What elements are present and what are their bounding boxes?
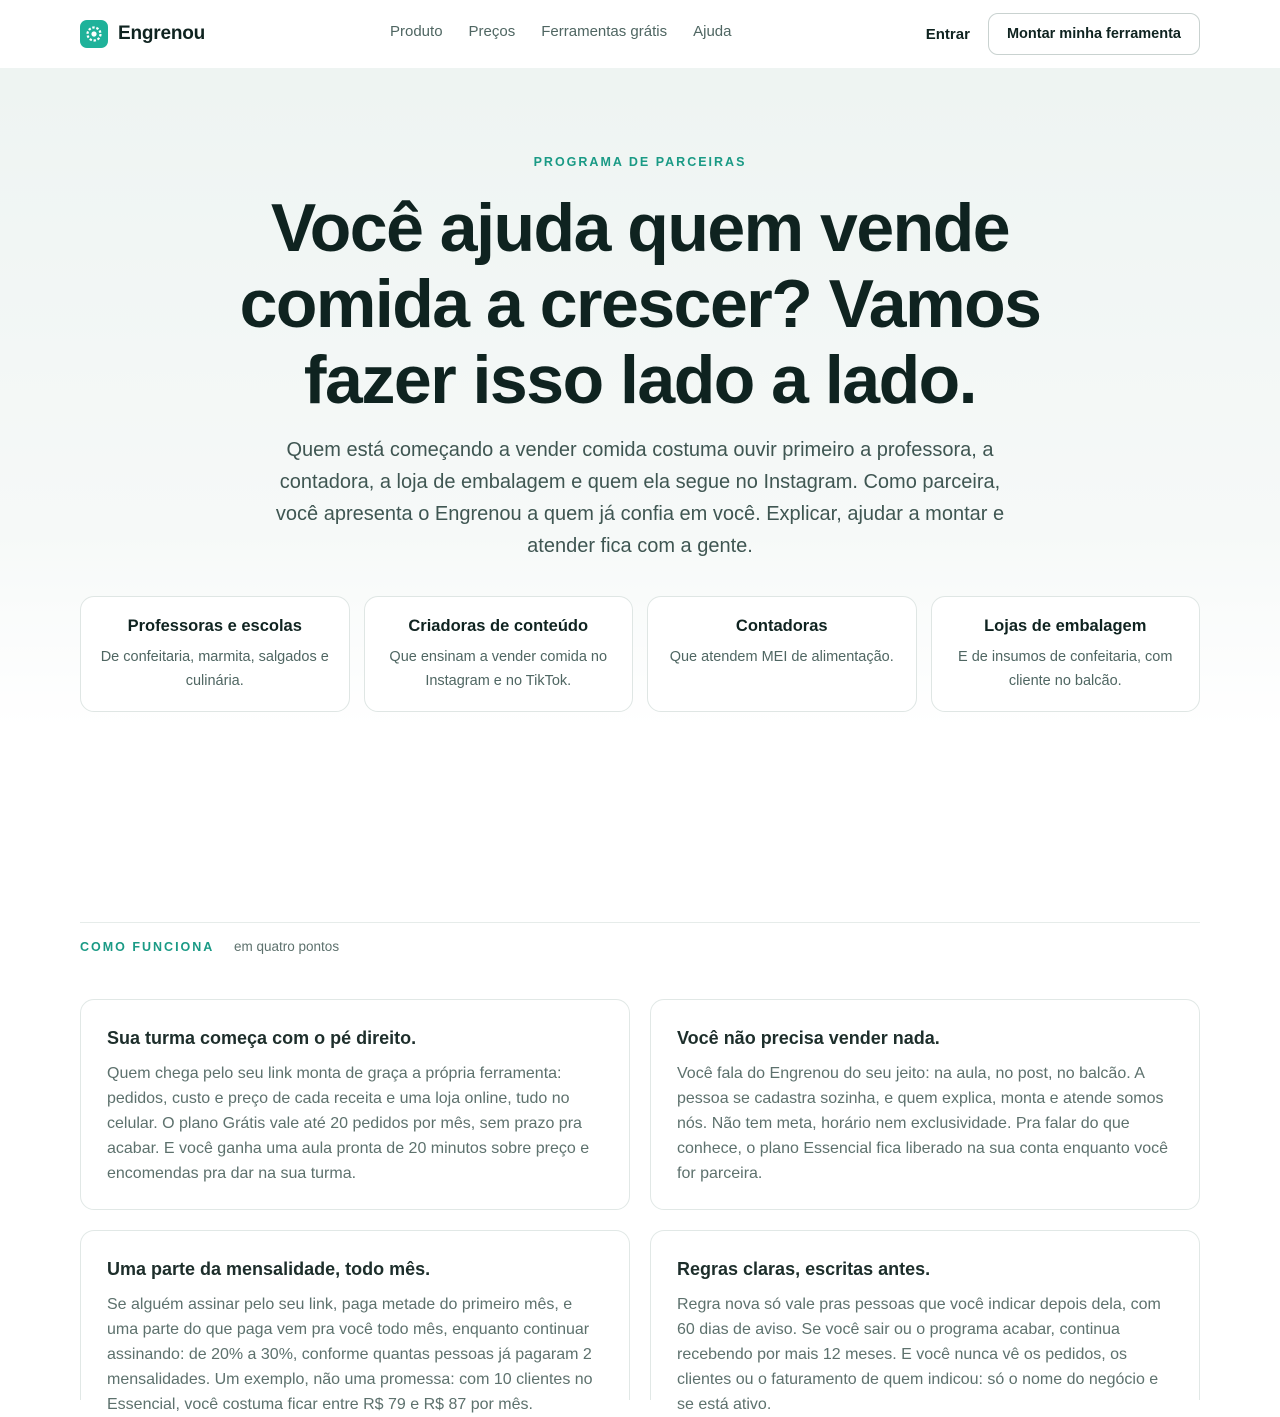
- audience-card: [931, 596, 1201, 712]
- audience-cards: [80, 596, 1200, 712]
- how-it-works-eyebrow: COMO FUNCIONA: [80, 940, 215, 954]
- hero-eyebrow: PROGRAMA DE PARCEIRAS: [533, 155, 747, 169]
- step-body: Se alguém assinar pelo seu link, paga metade do primeiro mês, e uma parte do que paga vem pra você todo mês, enquanto continuar assinando: de 20% a 30%, conforme quantas pessoas já pagaram 2 mensalidades. Um exemplo, não uma promessa: com 10 clientes no Essencial, você costuma ficar entre R$ 79 e R$ 87 por mês.: [107, 1296, 593, 1413]
- audience-title: Lojas de embalagem: [984, 617, 1147, 635]
- audience-title: Contadoras: [735, 617, 828, 635]
- step-body: Quem chega pelo seu link monta de graça a própria ferramenta: pedidos, custo e preço de cada receita e uma loja online, tudo no celular. O plano Grátis vale até 20 pedidos por mês, sem prazo pra acabar. E você ganha uma aula pronta de 20 minutos sobre preço e encomendas pra dar na sua turma.: [107, 1065, 590, 1182]
- step-body: Regra nova só vale pras pessoas que você indicar depois dela, com 60 dias de aviso. Se você sair ou o programa acabar, continua recebendo por mais 12 meses. E você nunca vê os pedidos, os clientes ou o faturamento de quem indicou: só o nome do negócio e se está ativo.: [677, 1296, 1161, 1413]
- nav-produto[interactable]: Produto: [390, 23, 443, 40]
- step-title: Regras claras, escritas antes.: [677, 1259, 931, 1279]
- gear-logo-icon: [80, 20, 108, 48]
- how-it-works-subtitle: em quatro pontos: [234, 939, 340, 954]
- audience-title: Criadoras de conteúdo: [408, 617, 589, 635]
- nav-precos[interactable]: Preços: [468, 23, 516, 40]
- main-nav: [390, 23, 731, 40]
- audience-card: [364, 596, 634, 712]
- audience-description: E de insumos de confeitaria, com cliente no balcão.: [958, 649, 1173, 689]
- login-link[interactable]: Entrar: [925, 25, 970, 43]
- nav-ajuda[interactable]: Ajuda: [693, 23, 732, 40]
- hero-section: [0, 68, 1280, 728]
- nav-ferramentas-gratis[interactable]: Ferramentas grátis: [541, 23, 668, 40]
- audience-description: De confeitaria, marmita, salgados e culinária.: [100, 649, 329, 689]
- step-body: Você fala do Engrenou do seu jeito: na aula, no post, no balcão. A pessoa se cadastra sozinha, e quem explica, monta e atende somos nós. Não tem meta, horário nem exclusividade. Pra falar do que conhece, o plano Essencial fica liberado na sua conta enquanto você for parceira.: [677, 1065, 1169, 1182]
- how-step-card: [650, 999, 1200, 1210]
- how-step-card: [80, 1230, 630, 1413]
- audience-description: Que atendem MEI de alimentação.: [669, 649, 894, 665]
- step-title: Você não precisa vender nada.: [677, 1028, 940, 1048]
- step-title: Uma parte da mensalidade, todo mês.: [107, 1259, 431, 1279]
- brand[interactable]: [80, 20, 360, 48]
- audience-card: [80, 596, 350, 712]
- section-divider: [80, 922, 1200, 923]
- top-navigation-bar: [0, 0, 1280, 68]
- audience-title: Professoras e escolas: [127, 617, 302, 635]
- how-step-card: [80, 999, 630, 1210]
- brand-name: Engrenou: [118, 23, 206, 44]
- audience-description: Que ensinam a vender comida no Instagram e no TikTok.: [389, 649, 608, 689]
- audience-card: [647, 596, 917, 712]
- build-tool-button[interactable]: Montar minha ferramenta: [988, 13, 1200, 55]
- hero-headline: Você ajuda quem vende comida a crescer? Vamos fazer isso lado a lado.: [239, 190, 1041, 418]
- step-title: Sua turma começa com o pé direito.: [107, 1028, 417, 1048]
- header-actions: [926, 13, 1200, 55]
- how-step-card: [650, 1230, 1200, 1413]
- hero-lead: Quem está começando a vender comida costuma ouvir primeiro a professora, a contadora, a loja de embalagem e quem ela segue no Instagram. Como parceira, você apresenta o Engrenou a quem já confia em você. Explicar, ajudar a montar e atender fica com a gente.: [275, 439, 1005, 557]
